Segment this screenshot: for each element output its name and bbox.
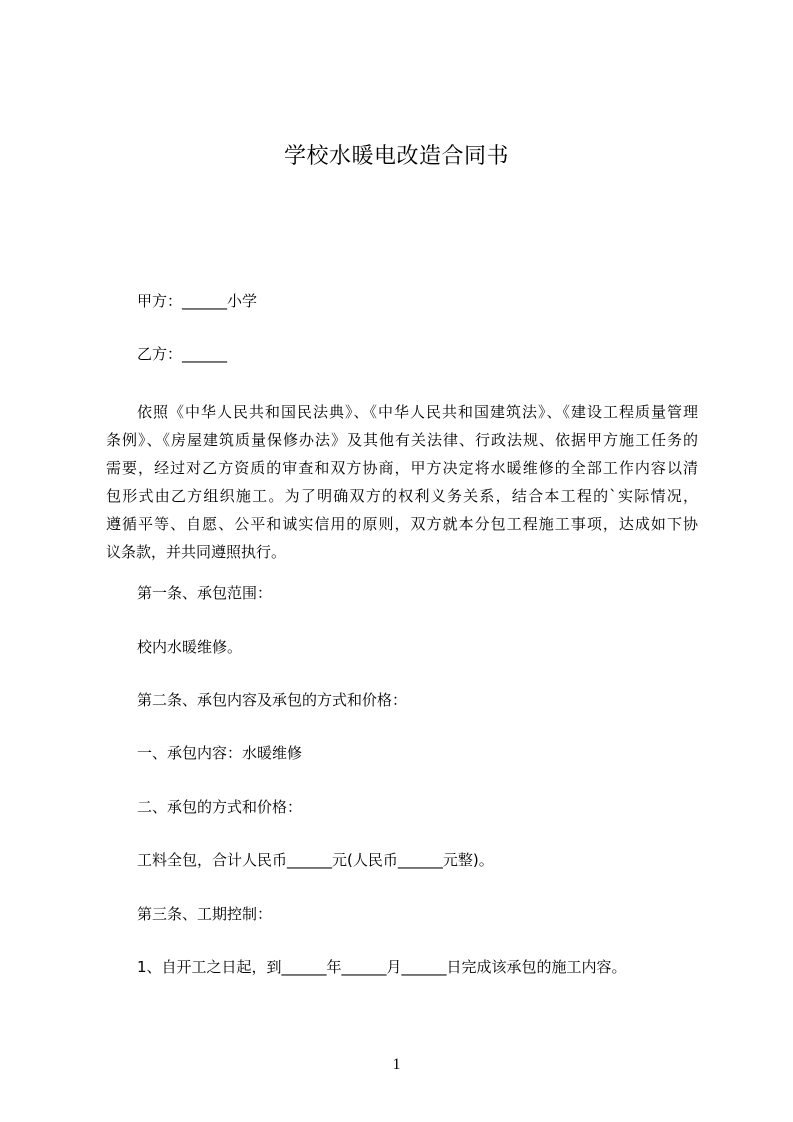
article3-item1: 1、自开工之日起，到______年______月______日完成该承包的施工内容。 [137, 958, 627, 976]
intro-line: 需要，经过对乙方资质的审查和双方协商，甲方决定将水暖维修的全部工作内容以清 [106, 459, 698, 477]
article2-heading: 第二条、承包内容及承包的方式和价格： [137, 691, 408, 709]
article3-heading: 第三条、工期控制： [137, 905, 273, 923]
party-a: 甲方：______小学 [137, 292, 258, 310]
article2-price: 工料全包，合计人民币______元(人民币______元整)。 [137, 851, 494, 869]
article2-item1: 一、承包内容：水暖维修 [137, 744, 303, 762]
intro-line: 议条款，并共同遵照执行。 [106, 543, 287, 561]
article1-heading: 第一条、承包范围： [137, 584, 273, 602]
article1-content: 校内水暖维修。 [137, 638, 243, 656]
party-b: 乙方：______ [137, 345, 228, 363]
page-number: 1 [392, 1056, 401, 1073]
document-title: 学校水暖电改造合同书 [283, 144, 509, 169]
intro-paragraph [106, 398, 698, 566]
intro-line: 依照《中华人民共和国民法典》、《中华人民共和国建筑法》、《建设工程质量管理 [137, 403, 698, 421]
intro-line: 遵循平等、自愿、公平和诚实信用的原则，双方就本分包工程施工事项，达成如下协 [106, 515, 698, 533]
intro-line: 条例》、《房屋建筑质量保修办法》及其他有关法律、行政法规、依据甲方施工任务的 [106, 431, 698, 449]
article2-item2: 二、承包的方式和价格： [137, 798, 303, 816]
intro-line: 包形式由乙方组织施工。为了明确双方的权利义务关系，结合本工程的`实际情况， [106, 487, 698, 505]
